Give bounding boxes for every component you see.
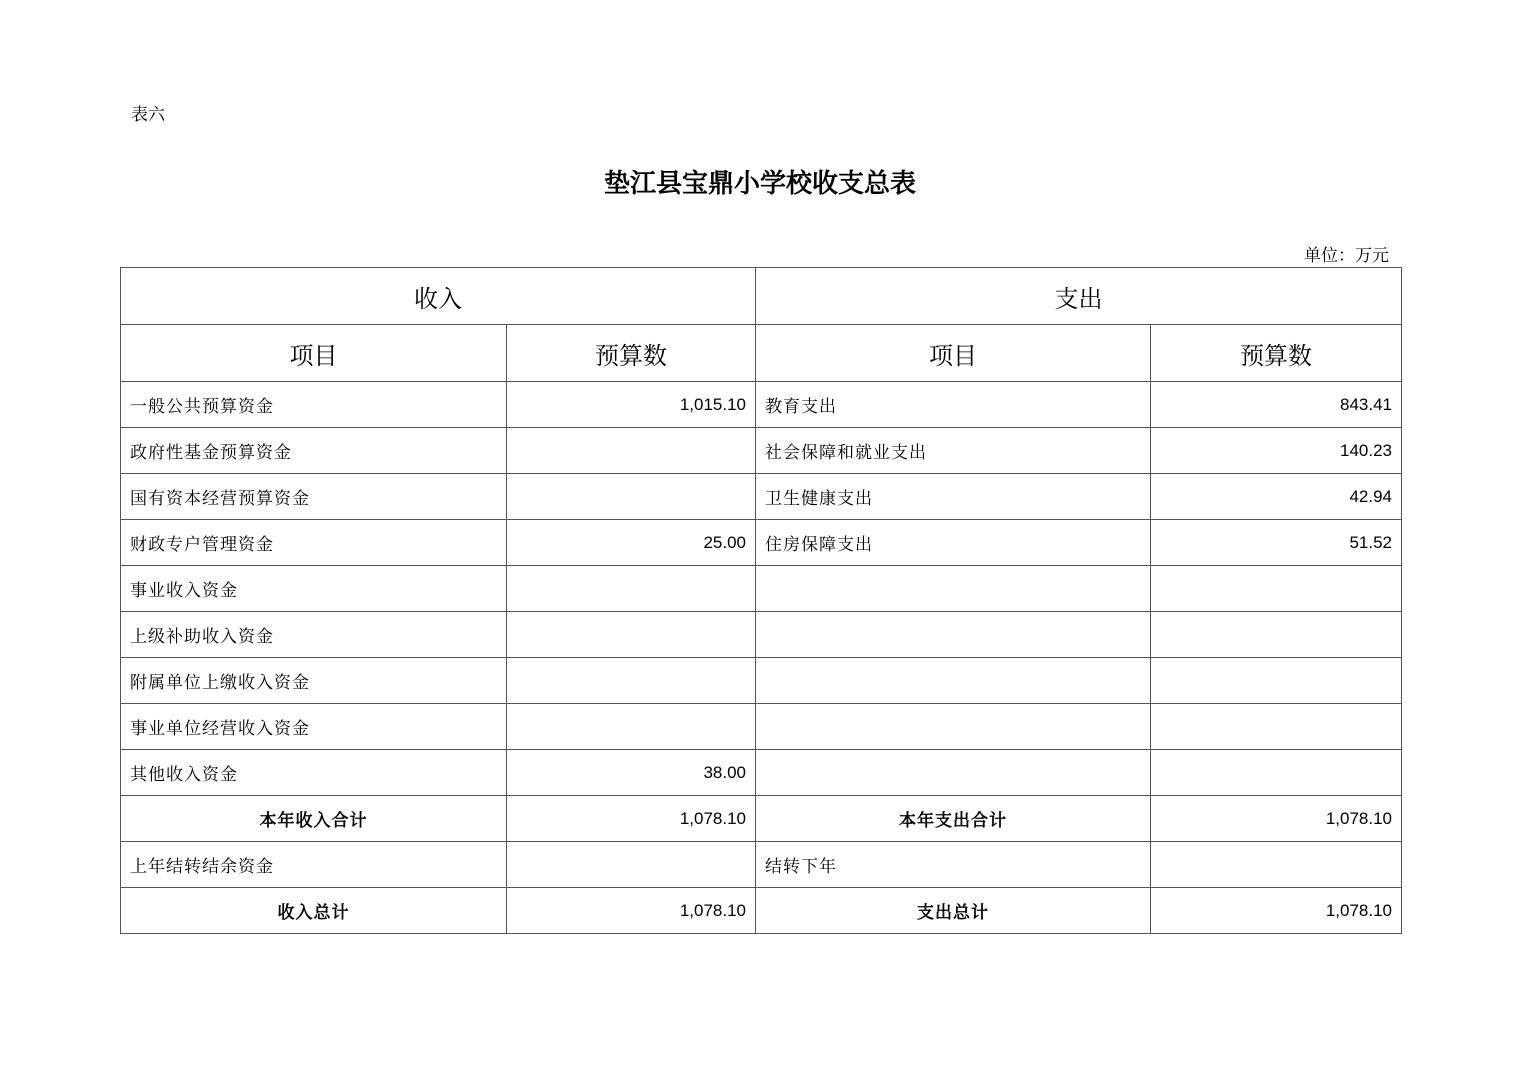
expense-grand-total-amount: 1,078.10 — [1151, 888, 1402, 934]
table-number: 表六 — [131, 105, 165, 125]
income-amount — [507, 704, 756, 750]
income-year-total-amount: 1,078.10 — [507, 796, 756, 842]
income-item: 政府性基金预算资金 — [121, 428, 507, 474]
income-grand-total-amount: 1,078.10 — [507, 888, 756, 934]
expense-item — [756, 612, 1151, 658]
expense-item: 教育支出 — [756, 382, 1151, 428]
expense-amount: 140.23 — [1151, 428, 1402, 474]
expense-item — [756, 658, 1151, 704]
income-year-total-label: 本年收入合计 — [121, 796, 507, 842]
table-row — [121, 474, 1402, 520]
income-amount: 1,015.10 — [507, 382, 756, 428]
expense-item: 社会保障和就业支出 — [756, 428, 1151, 474]
expense-grand-total-label: 支出总计 — [756, 888, 1151, 934]
expense-amount — [1151, 612, 1402, 658]
expense-budget-header: 预算数 — [1151, 325, 1402, 382]
table-row — [121, 750, 1402, 796]
expense-year-total-label: 本年支出合计 — [756, 796, 1151, 842]
income-budget-header: 预算数 — [507, 325, 756, 382]
income-item: 其他收入资金 — [121, 750, 507, 796]
carryover-row — [121, 842, 1402, 888]
table-row — [121, 428, 1402, 474]
table-row — [121, 382, 1402, 428]
expense-item: 住房保障支出 — [756, 520, 1151, 566]
income-amount — [507, 474, 756, 520]
income-amount — [507, 566, 756, 612]
expense-amount — [1151, 566, 1402, 612]
expense-item-header: 项目 — [756, 325, 1151, 382]
income-item: 附属单位上缴收入资金 — [121, 658, 507, 704]
year-total-row — [121, 796, 1402, 842]
table-row — [121, 612, 1402, 658]
expense-carryover-item: 结转下年 — [756, 842, 1151, 888]
income-amount — [507, 658, 756, 704]
expense-amount — [1151, 704, 1402, 750]
income-amount — [507, 612, 756, 658]
income-amount — [507, 428, 756, 474]
column-header-row — [121, 325, 1402, 382]
expense-item — [756, 704, 1151, 750]
income-section-header: 收入 — [121, 268, 756, 325]
document-title: 垫江县宝鼎小学校收支总表 — [603, 169, 916, 199]
expense-section-header: 支出 — [756, 268, 1402, 325]
table-row — [121, 566, 1402, 612]
income-item: 事业单位经营收入资金 — [121, 704, 507, 750]
income-amount: 25.00 — [507, 520, 756, 566]
income-amount: 38.00 — [507, 750, 756, 796]
expense-year-total-amount: 1,078.10 — [1151, 796, 1402, 842]
grand-total-row — [121, 888, 1402, 934]
income-carryover-amount — [507, 842, 756, 888]
income-item: 财政专户管理资金 — [121, 520, 507, 566]
expense-item — [756, 566, 1151, 612]
income-item: 事业收入资金 — [121, 566, 507, 612]
income-item: 一般公共预算资金 — [121, 382, 507, 428]
budget-summary-table — [120, 267, 1402, 934]
income-grand-total-label: 收入总计 — [121, 888, 507, 934]
unit-label: 单位：万元 — [1304, 246, 1389, 266]
section-header-row — [121, 268, 1402, 325]
expense-amount: 843.41 — [1151, 382, 1402, 428]
income-item: 上级补助收入资金 — [121, 612, 507, 658]
expense-item: 卫生健康支出 — [756, 474, 1151, 520]
income-carryover-item: 上年结转结余资金 — [121, 842, 507, 888]
table-row — [121, 658, 1402, 704]
expense-amount: 51.52 — [1151, 520, 1402, 566]
expense-amount — [1151, 750, 1402, 796]
table-row — [121, 520, 1402, 566]
income-item: 国有资本经营预算资金 — [121, 474, 507, 520]
table-row — [121, 704, 1402, 750]
income-item-header: 项目 — [121, 325, 507, 382]
expense-amount: 42.94 — [1151, 474, 1402, 520]
expense-item — [756, 750, 1151, 796]
expense-carryover-amount — [1151, 842, 1402, 888]
expense-amount — [1151, 658, 1402, 704]
